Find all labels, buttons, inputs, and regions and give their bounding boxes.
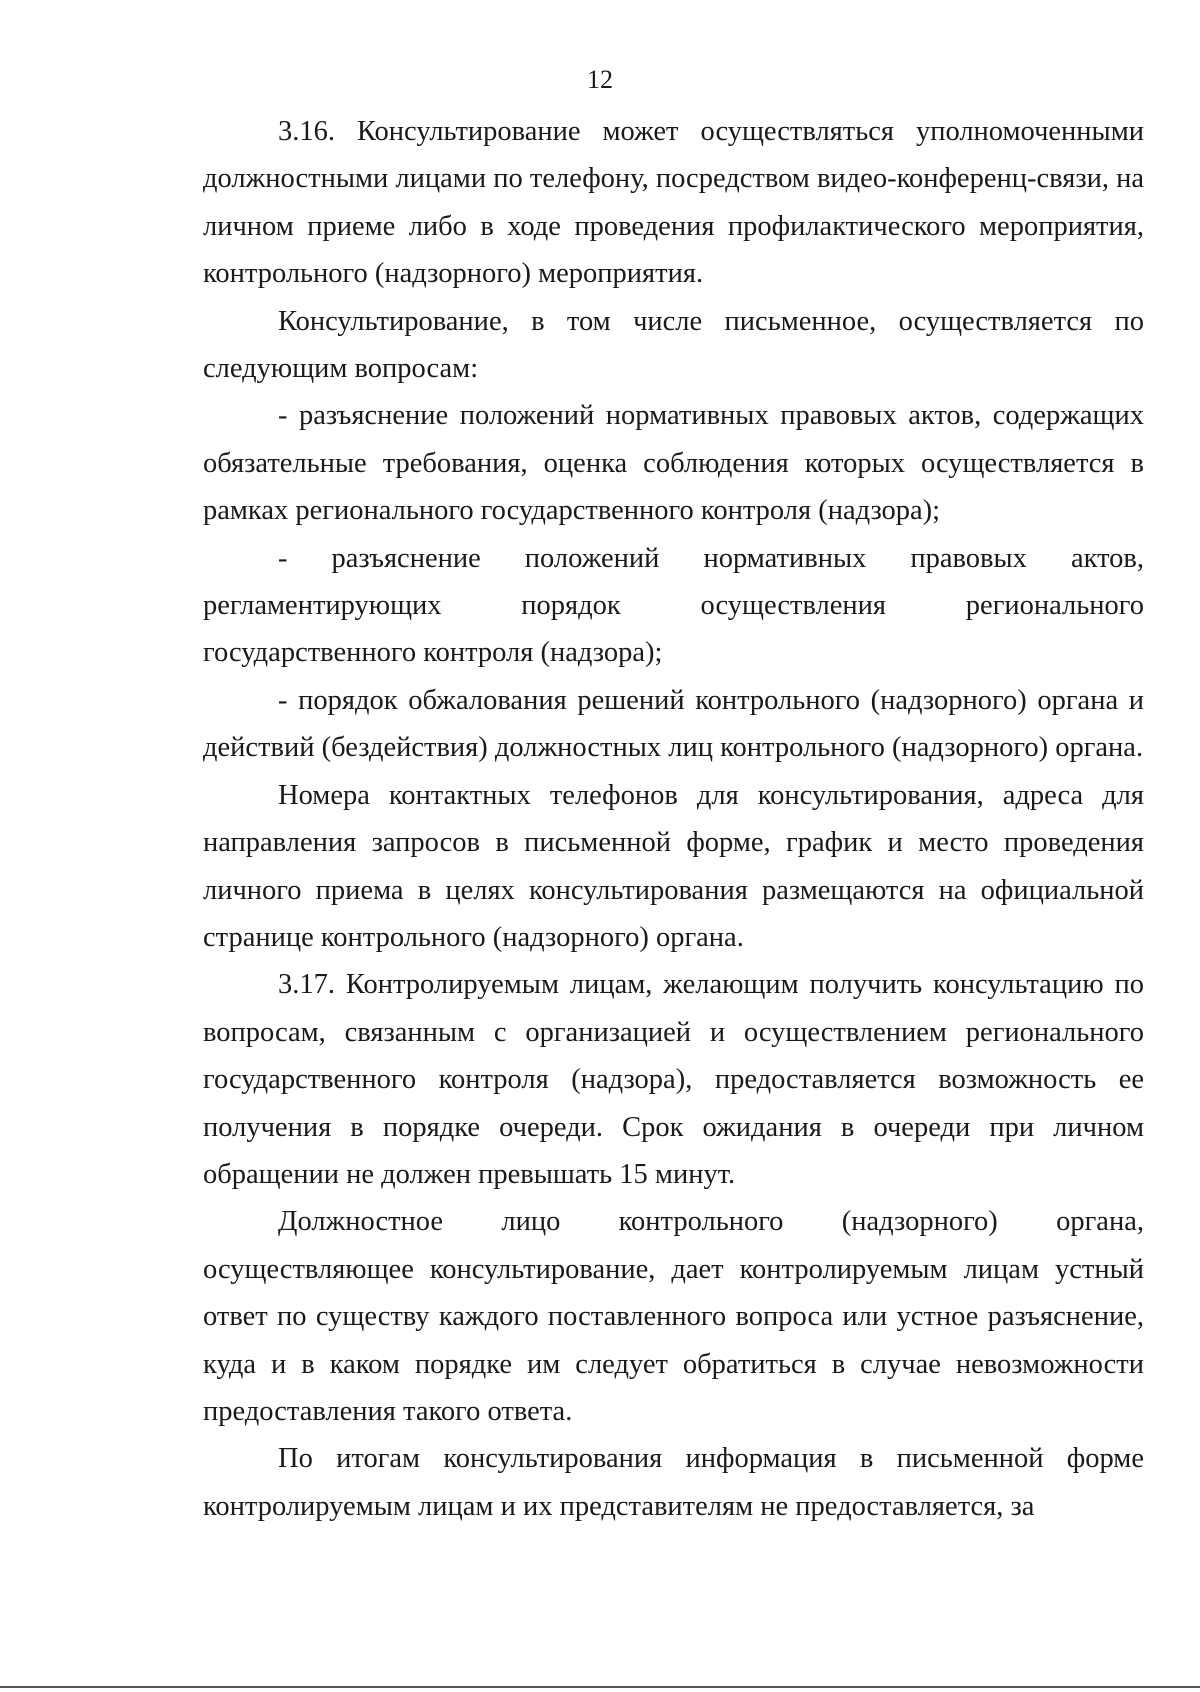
- paragraph-consulting-topics: Консультирование, в том числе письменное, осуществляется по следующим вопросам:: [203, 305, 1144, 385]
- paragraph-official-answer: Должностное лицо контрольного (надзорного) органа, осуществляющее консультирование, дает контролируемым лицам устный ответ по существу каждого поставленного вопроса или устное разъяснение, куда и в каком порядке им следует обратиться в случае невозможности предоставления такого ответа.: [203, 1206, 1144, 1427]
- page-number: 12: [587, 65, 613, 94]
- page-bottom-rule: [0, 1686, 1200, 1688]
- paragraph-3-17: 3.17. Контролируемым лицам, желающим получить консультацию по вопросам, связанным с организацией и осуществлением регионального государственного контроля (надзора), предоставляется возможность ее получения в порядке очереди. Срок ожидания в очереди при личном обращении не должен превышать 15 минут.: [203, 969, 1144, 1190]
- list-item-appeal-procedure: - порядок обжалования решений контрольного (надзорного) органа и действий (бездействия) должностных лиц контрольного (надзорного) органа.: [203, 684, 1144, 764]
- paragraph-written-info: По итогам консультирования информация в письменной форме контролируемым лицам и их представителям не предоставляется, за: [203, 1443, 1144, 1522]
- paragraph-3-16: 3.16. Консультирование может осуществляться уполномоченными должностными лицами по телефону, посредством видео-конференц-связи, на личном приеме либо в ходе проведения профилактического мероприятия, контрольного (надзорного) мероприятия.: [203, 116, 1144, 290]
- list-item-control-procedure: - разъяснение положений нормативных правовых актов, регламентирующих порядок осуществления регионального государственного контроля (надзора);: [203, 542, 1144, 669]
- paragraph-contact-info: Номера контактных телефонов для консультирования, адреса для направления запросов в письменной форме, график и место проведения личного приема в целях консультирования размещаются на официальной странице контрольного (надзорного) органа.: [203, 779, 1144, 953]
- list-item-mandatory-requirements: - разъяснение положений нормативных правовых актов, содержащих обязательные требования, оценка соблюдения которых осуществляется в рамках регионального государственного контроля (надзора);: [203, 400, 1144, 527]
- document-body: [203, 108, 1144, 1530]
